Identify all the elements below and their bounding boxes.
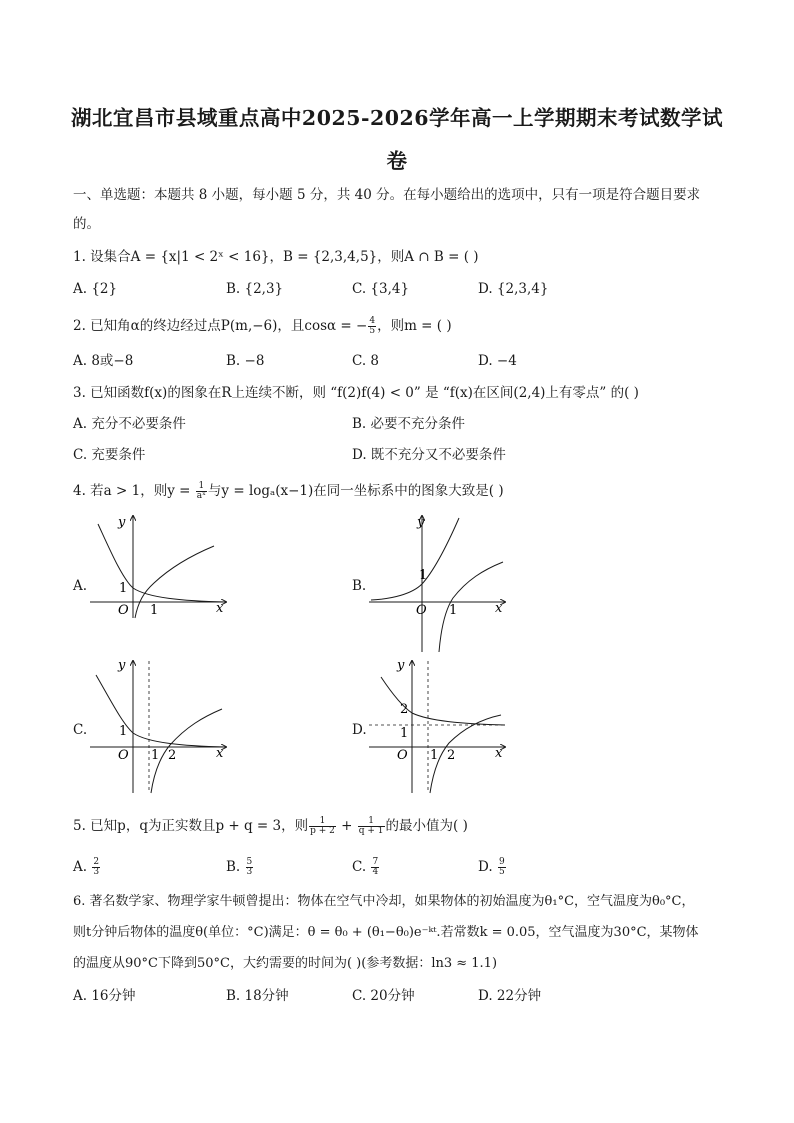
graph-c-x-label: x: [216, 746, 224, 761]
graph-b-y-label: y: [417, 515, 425, 530]
q5-frac2-den: q + 1: [358, 826, 384, 836]
question-2-stem: [73, 315, 733, 337]
q4-option-b-label: B.: [352, 578, 367, 594]
q5-frac1-num: 1: [309, 817, 336, 827]
graph-a-tick-1y: 1: [119, 581, 128, 596]
q2-option-c: C. 8: [352, 353, 380, 369]
q2-stem-part2: ，则m = ( ): [377, 318, 452, 334]
graph-a-tick-1x: 1: [150, 603, 159, 618]
graph-d-tick-2x: 2: [447, 748, 456, 763]
q4-frac-den: aˣ: [196, 491, 206, 501]
q5-frac1-den: p + 2: [310, 826, 335, 836]
q5-option-b: B. $\frac{5}{3}$: [226, 857, 253, 877]
q6-option-a: A. 16分钟: [73, 988, 136, 1004]
graph-d-origin: O: [397, 748, 408, 763]
q2-frac-num: 4: [369, 316, 376, 326]
question-5-stem: [73, 815, 733, 837]
q4-graph-b: [367, 510, 515, 655]
q2-option-b: B. −8: [226, 353, 265, 369]
q4-option-d-label: D.: [352, 722, 367, 738]
q4-stem-part2: 与y = logₐ(x−1)在同一坐标系中的图象大致是( ): [207, 483, 504, 499]
q5-fraction-1: [309, 817, 336, 836]
section-heading: 一、单选题：本题共 8 小题，每小题 5 分，共 40 分。在每小题给出的选项中，只有一项是符合题目要求: [73, 187, 701, 203]
graph-b-tick-1y: 1: [419, 568, 428, 583]
q2-fraction: [368, 317, 376, 336]
section-heading-continued: 的。: [73, 216, 100, 232]
q5-plus: +: [336, 818, 357, 834]
q1-option-b: B. {2,3}: [226, 281, 284, 297]
graph-b-origin: O: [416, 603, 427, 618]
q4-graph-d: [367, 655, 515, 795]
graph-d-x-label: x: [495, 746, 503, 761]
page-title-continued: 卷: [386, 149, 408, 173]
graph-c-tick-1x: 1: [151, 748, 160, 763]
question-6-stem-line2: 则t分钟后物体的温度θ(单位：°C)满足：θ = θ₀ + (θ₁−θ₀)e⁻ᵏᵗ.若常数k = 0.05，空气温度为30°C，某物体: [73, 925, 699, 940]
q1-option-a: A. {2}: [73, 281, 118, 297]
q6-option-c: C. 20分钟: [352, 988, 415, 1004]
graph-d-tick-1x: 1: [430, 748, 439, 763]
question-1-stem: 1. 设集合A = {x|1 < 2ˣ < 16}，B = {2,3,4,5}，则A ∩ B = ( ): [73, 249, 479, 265]
q1-option-c: C. {3,4}: [352, 281, 410, 297]
q2-option-d: D. −4: [478, 353, 517, 369]
graph-a-x-label: x: [216, 601, 224, 616]
q2-stem-part1: 2. 已知角α的终边经过点P(m,−6)，且cosα = −: [73, 318, 368, 334]
graph-b-x-label: x: [495, 601, 503, 616]
question-3-stem: 3. 已知函数f(x)的图象在R上连续不断，则 “f(2)f(4) < 0” 是 “f(x)在区间(2,4)上有零点” 的( ): [73, 385, 639, 401]
q5-frac2-num: 1: [358, 817, 385, 827]
q3-option-a: A. 充分不必要条件: [73, 416, 186, 432]
graph-c-y-label: y: [118, 658, 126, 673]
graph-c-origin: O: [118, 748, 129, 763]
q4-option-c-label: C.: [73, 722, 88, 738]
graph-a-y-label: y: [118, 515, 126, 530]
graph-d-tick-2y: 2: [400, 702, 409, 717]
question-6-stem-line3: 的温度从90°C下降到50°C，大约需要的时间为( )(参考数据：ln3 ≈ 1.1): [73, 956, 498, 971]
graph-c-tick-2x: 2: [168, 748, 177, 763]
q4-graph-c: [88, 655, 236, 795]
q1-option-d: D. {2,3,4}: [478, 281, 549, 297]
q4-fraction: [196, 482, 207, 501]
q3-option-b: B. 必要不充分条件: [352, 416, 466, 432]
q5-option-d: D. $\frac{9}{5}$: [478, 857, 505, 877]
q6-option-b: B. 18分钟: [226, 988, 289, 1004]
graph-c-tick-1y: 1: [119, 724, 128, 739]
q3-option-c: C. 充要条件: [73, 447, 146, 463]
q2-option-a: A. 8或−8: [73, 353, 134, 369]
graph-d-y-label: y: [397, 658, 405, 673]
q4-stem-part1: 4. 若a > 1，则y =: [73, 483, 195, 499]
q5-option-c: C. $\frac{7}{4}$: [352, 857, 379, 877]
q5-fraction-2: [358, 817, 385, 836]
graph-a-origin: O: [118, 603, 129, 618]
q4-option-a-label: A.: [73, 578, 88, 594]
graph-d-tick-1y: 1: [400, 726, 409, 741]
q4-frac-num: 1: [196, 482, 207, 492]
q5-option-a: A. $\frac{2}{3}$: [73, 857, 100, 877]
question-6-stem-line1: 6. 著名数学家、物理学家牛顿曾提出：物体在空气中冷却，如果物体的初始温度为θ₁°C，空气温度为θ₀°C，: [73, 894, 695, 909]
q2-frac-den: 5: [369, 326, 376, 336]
graph-b-tick-1x: 1: [449, 603, 458, 618]
q3-option-d: D. 既不充分又不必要条件: [352, 447, 506, 463]
q5-stem-part1: 5. 已知p，q为正实数且p + q = 3，则: [73, 818, 309, 834]
q4-graph-a: [88, 510, 236, 620]
q6-option-d: D. 22分钟: [478, 988, 542, 1004]
page-title: 湖北宜昌市县域重点高中2025-2026学年高一上学期期末考试数学试: [70, 106, 724, 130]
q5-stem-part2: 的最小值为( ): [385, 818, 468, 834]
question-4-stem: [73, 480, 733, 502]
